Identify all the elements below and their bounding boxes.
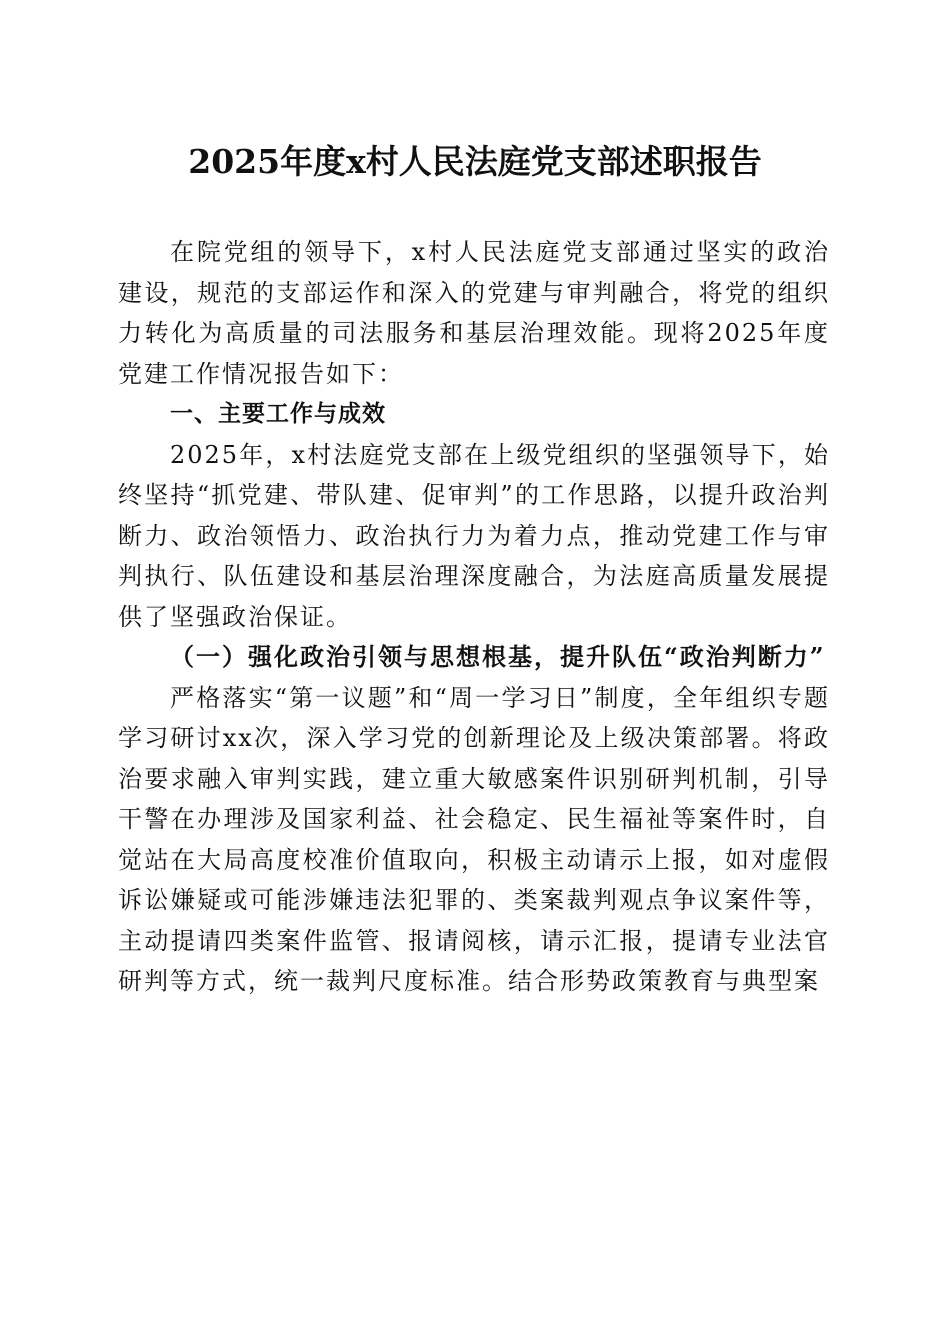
subsection-heading-1: （一）强化政治引领与思想根基，提升队伍“政治判断力” — [170, 642, 826, 671]
document-body — [118, 232, 830, 1002]
section-heading-1: 一、主要工作与成效 — [170, 401, 386, 427]
subsection-1-paragraph: 严格落实“第一议题”和“周一学习日”制度，全年组织专题学习研讨xx次，深入学习党的创新理论及上级决策部署。将政治要求融入审判实践，建立重大敏感案件识别研判机制，引导干警在办理涉及国家利益、社会稳定、民生福祉等案件时，自觉站在大局高度校准价值取向，积极主动请示上报，如对虚假诉讼嫌疑或可能涉嫌违法犯罪的、类案裁判观点争议案件等，主动提请四类案件监管、报请阅核，请示汇报，提请专业法官研判等方式，统一裁判尺度标准。结合形势政策教育与典型案 — [118, 683, 830, 995]
intro-paragraph: 在院党组的领导下，x村人民法庭党支部通过坚实的政治建设，规范的支部运作和深入的党建与审判融合，将党的组织力转化为高质量的司法服务和基层治理效能。现将2025年度党建工作情况报告如下： — [118, 238, 830, 388]
document-title: 2025年度x村人民法庭党支部述职报告 — [188, 142, 762, 181]
section-1-paragraph: 2025年，x村法庭党支部在上级党组织的坚强领导下，始终坚持“抓党建、带队建、促审判”的工作思路，以提升政治判断力、政治领悟力、政治执行力为着力点，推动党建工作与审判执行、队伍建设和基层治理深度融合，为法庭高质量发展提供了坚强政治保证。 — [118, 440, 830, 631]
